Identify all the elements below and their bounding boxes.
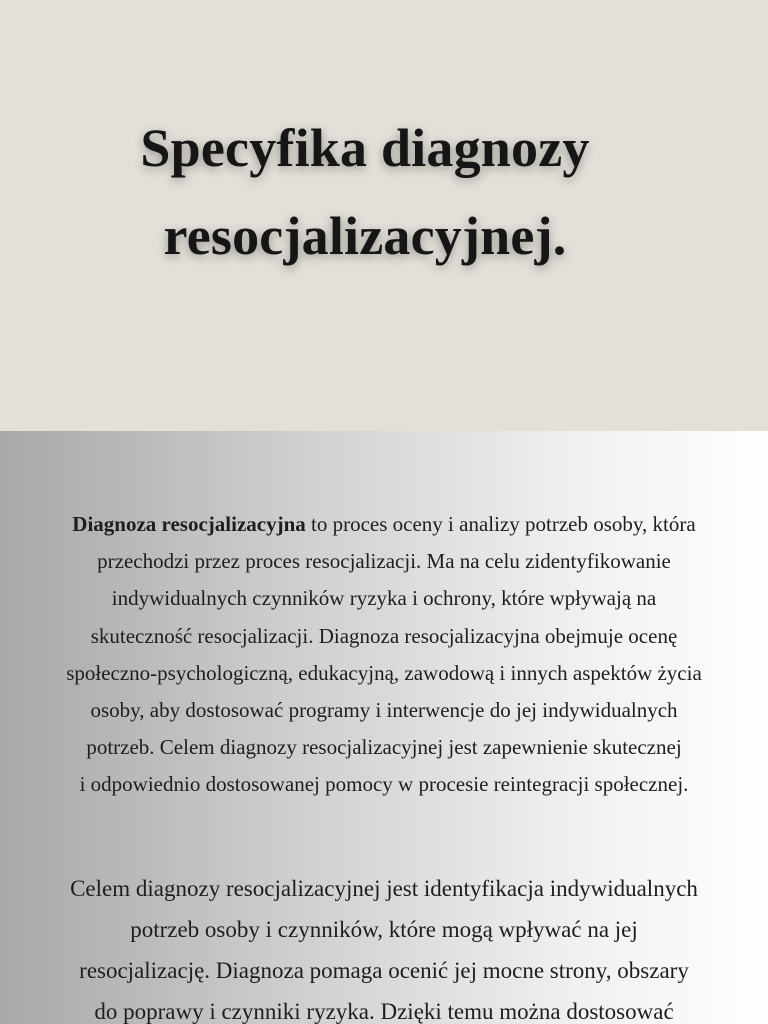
paragraph-line: społeczno-psychologiczną, edukacyjną, zawodową i innych aspektów życia (66, 660, 702, 685)
page-title-line-1: Specyfika diagnozy (140, 118, 590, 178)
paragraph-line: skuteczność resocjalizacji. Diagnoza resocjalizacyjna obejmuje ocenę (90, 623, 678, 648)
paragraph-line (0, 506, 768, 543)
paragraph-line: przechodzi przez proces resocjalizacji. Ma na celu zidentyfikowanie (97, 549, 671, 574)
page-title-line-2: resocjalizacyjnej. (163, 206, 567, 266)
content-section (0, 431, 768, 1024)
page-title (0, 104, 730, 280)
title-section (0, 0, 768, 431)
paragraph-line-rest: to proces oceny i analizy potrzeb osoby, która (305, 512, 696, 536)
paragraph-line: Celem diagnozy resocjalizacyjnej jest identyfikacja indywidualnych (70, 876, 698, 901)
paragraph-line: potrzeb. Celem diagnozy resocjalizacyjnej jest zapewnienie skutecznej (86, 735, 682, 760)
paragraph-line: i odpowiednio dostosowanej pomocy w procesie reintegracji społecznej. (79, 772, 689, 797)
paragraph-line: do poprawy i czynniki ryzyka. Dzięki temu można dostosować (94, 999, 674, 1024)
paragraph-goal (0, 868, 768, 1024)
bold-term: Diagnoza resocjalizacyjna (72, 512, 306, 536)
paragraph-line: osoby, aby dostosować programy i interwencje do jej indywidualnych (90, 698, 678, 723)
paragraph-definition (0, 506, 768, 804)
paragraph-line: resocjalizację. Diagnoza pomaga ocenić jej mocne strony, obszary (79, 958, 689, 983)
paragraph-line: potrzeb osoby i czynników, które mogą wpływać na jej (130, 917, 638, 942)
paragraph-line: indywidualnych czynników ryzyka i ochrony, które wpływają na (111, 586, 657, 611)
